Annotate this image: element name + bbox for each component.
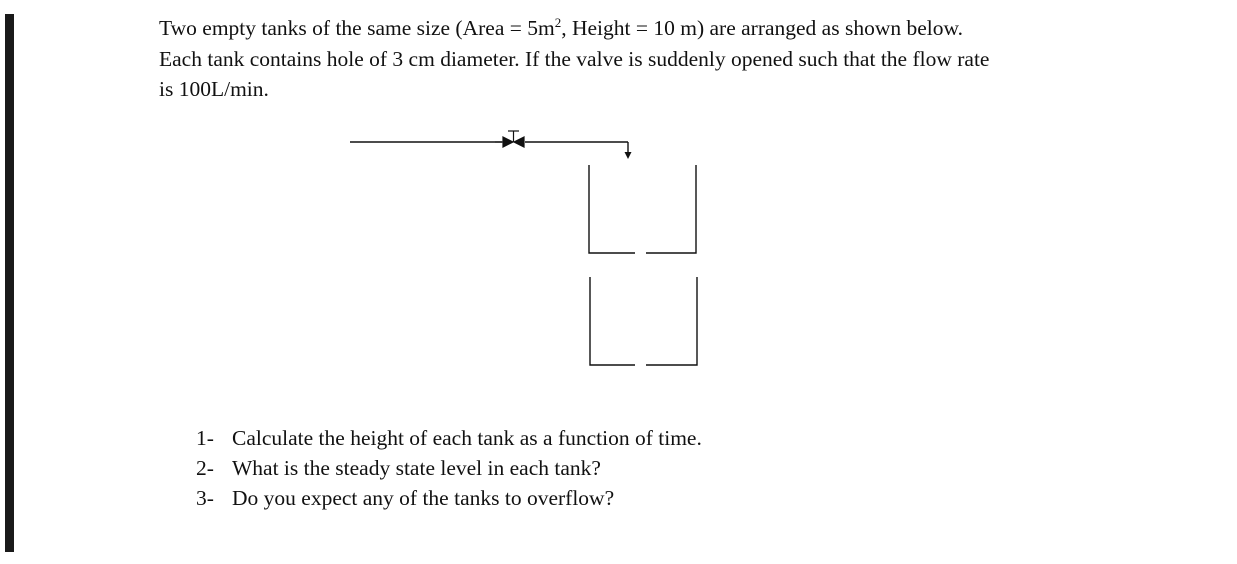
area-exponent: 2 [554, 14, 562, 30]
statement-line-2: Each tank contains hole of 3 cm diameter. If the valve is suddenly opened such that the flow rate [159, 46, 990, 71]
question-list [196, 423, 702, 513]
question-text: Calculate the height of each tank as a function of time. [232, 426, 702, 450]
question-text: What is the steady state level in each tank? [232, 456, 601, 480]
question-number: 1- [196, 426, 214, 450]
flow-arrow-icon [625, 152, 632, 159]
question-item [196, 453, 702, 483]
question-text: Do you expect any of the tanks to overflow? [232, 486, 615, 510]
question-item [196, 483, 702, 513]
question-number: 3- [196, 486, 214, 510]
lower-tank [590, 277, 697, 365]
question-item [196, 423, 702, 453]
statement-line-1: Two empty tanks of the same size (Area = $5m^2$, Height = 10 m) are arranged as shown below. [159, 14, 964, 40]
upper-tank [589, 165, 696, 253]
question-number: 2- [196, 456, 214, 480]
valve-icon [495, 131, 524, 147]
statement-line-3: is 100L/min. [159, 77, 269, 101]
